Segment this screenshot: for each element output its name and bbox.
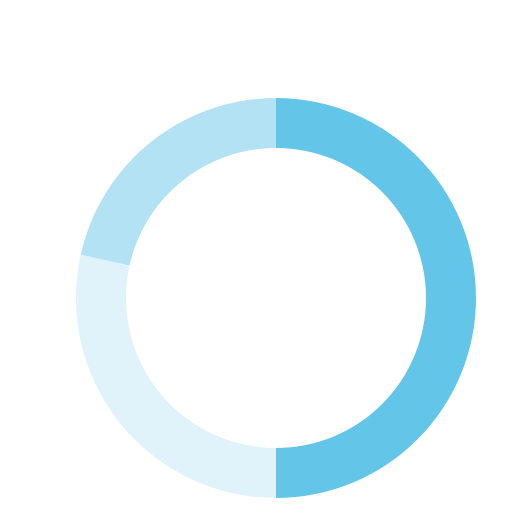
center-label [128,249,424,400]
center-line-4: SERVICES [219,373,333,397]
center-line-2: ANDHAN [180,293,372,342]
donut-segment-c [81,98,276,265]
center-line-3: CONSULTING [201,343,351,367]
center-line-1: MCAFE [201,249,351,298]
